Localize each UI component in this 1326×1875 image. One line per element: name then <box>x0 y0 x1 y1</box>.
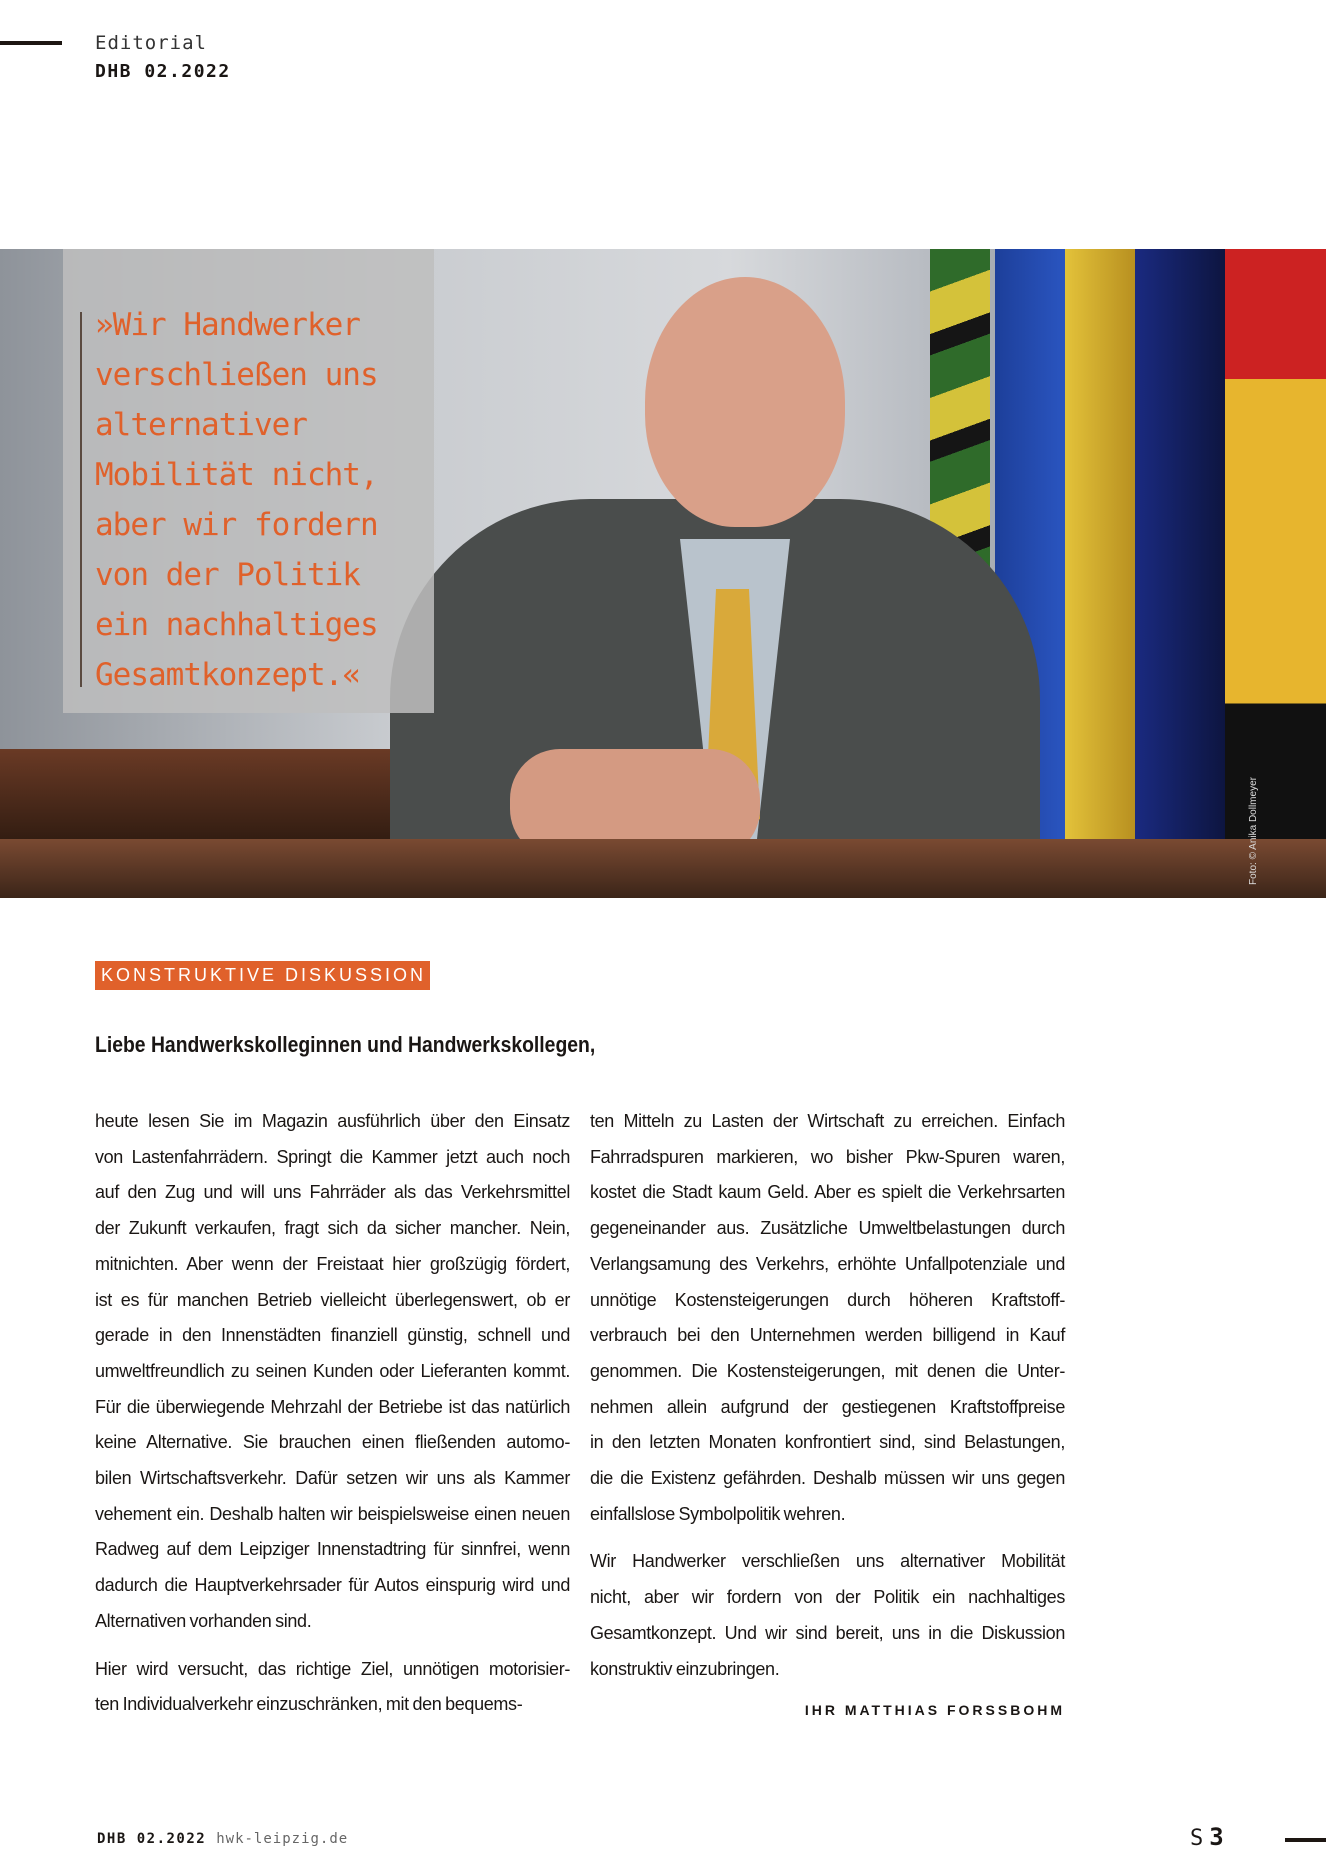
text-line: ist es für manchen Betrieb vielleicht überlegenswert, ob er <box>95 1289 570 1310</box>
salutation: Liebe Handwerkskolleginnen und Handwerkskollegen, <box>95 1032 596 1057</box>
text-line: in den letzten Monaten konfrontiert sind, sind Belastungen, <box>590 1432 1065 1453</box>
text-line: auf den Zug und will uns Fahrräder als das Verkehrsmittel <box>95 1182 570 1203</box>
footer <box>97 1831 348 1847</box>
text-line: Alternativen vorhanden sind. <box>95 1610 312 1631</box>
text-line: Radweg auf dem Leipziger Innenstadtring für sinnfrei, wenn <box>95 1539 570 1560</box>
text-line: gegeneinander aus. Zusätzliche Umweltbelastungen durch <box>590 1218 1065 1239</box>
paragraph <box>95 1652 570 1723</box>
text-line: von Lastenfahrrädern. Springt die Kammer jetzt auch noch <box>95 1146 570 1167</box>
text-column-2 <box>590 1104 1065 1699</box>
text-line: konstruktiv einzubringen. <box>590 1658 780 1679</box>
text-line: Wir Handwerker verschließen uns alternativer Mobilität <box>590 1551 1065 1572</box>
text-line: Verlangsamung des Verkehrs, erhöhte Unfallpotenziale und <box>590 1253 1065 1274</box>
text-line: mitnichten. Aber wenn der Freistaat hier großzügig fördert, <box>95 1253 570 1274</box>
section-label: Editorial <box>95 32 207 54</box>
text-line: ten Individualverkehr einzuschränken, mit den bequems- <box>95 1694 523 1715</box>
paragraph <box>590 1104 1065 1532</box>
top-rule <box>0 41 62 45</box>
photo-credit: Foto: © Anika Dollmeyer <box>1248 777 1259 885</box>
text-line: genommen. Die Kostensteigerungen, mit denen die Unter- <box>590 1360 1065 1381</box>
footer-issue: DHB 02.2022 <box>97 1831 207 1847</box>
footer-website[interactable]: hwk-leipzig.de <box>216 1831 349 1847</box>
pull-quote: »Wir Handwerker verschließen uns alternativer Mobilität nicht, aber wir fordern von der Politik ein nachhaltiges Gesamtkonzept.« <box>95 307 378 693</box>
paragraph <box>590 1544 1065 1687</box>
text-line: nicht, aber wir fordern von der Politik ein nachhaltiges <box>590 1587 1065 1608</box>
text-line: nehmen allein aufgrund der gestiegenen Kraftstoffpreise <box>590 1396 1065 1417</box>
article-tag: KONSTRUKTIVE DISKUSSION <box>95 961 430 990</box>
text-line: vehement ein. Deshalb halten wir beispielsweise einen neuen <box>95 1503 570 1524</box>
text-line: ten Mitteln zu Lasten der Wirtschaft zu erreichen. Einfach <box>590 1111 1065 1131</box>
text-column-1 <box>95 1104 570 1735</box>
text-line: umweltfreundlich zu seinen Kunden oder Lieferanten kommt. <box>95 1360 570 1381</box>
signature: IHR MATTHIAS FORSSBOHM <box>804 1702 1065 1718</box>
quote-bar <box>80 312 82 687</box>
text-line: Für die überwiegende Mehrzahl der Betriebe ist das natürlich <box>95 1396 570 1417</box>
text-line: der Zukunft verkaufen, fragt sich da sicher mancher. Nein, <box>95 1218 570 1239</box>
bottom-rule <box>1285 1838 1326 1842</box>
text-line: keine Alternative. Sie brauchen einen fließenden automo- <box>95 1432 570 1453</box>
page-number: S 3 <box>1190 1823 1224 1851</box>
text-line: einfallslose Symbolpolitik wehren. <box>590 1503 846 1524</box>
text-line: Gesamtkonzept. Und wir sind bereit, uns in die Diskussion <box>590 1622 1065 1643</box>
text-line: Hier wird versucht, das richtige Ziel, unnötigen motorisier- <box>95 1658 570 1679</box>
issue-label: DHB 02.2022 <box>95 61 231 82</box>
text-line: unnötige Kostensteigerungen durch höheren Kraftstoff- <box>590 1289 1065 1310</box>
paragraph <box>95 1104 570 1640</box>
text-line: bilen Wirtschaftsverkehr. Dafür setzen wir uns als Kammer <box>95 1468 570 1489</box>
text-line: kostet die Stadt kaum Geld. Aber es spielt die Verkehrsarten <box>590 1182 1065 1203</box>
text-line: gerade in den Innenstädten finanziell günstig, schnell und <box>95 1325 570 1346</box>
text-line: dadurch die Hauptverkehrsader für Autos einspurig wird und <box>95 1575 570 1596</box>
text-line: die die Existenz gefährden. Deshalb müssen wir uns gegen <box>590 1468 1065 1489</box>
text-line: heute lesen Sie im Magazin ausführlich über den Einsatz <box>95 1111 570 1131</box>
text-line: Fahrradspuren markieren, wo bisher Pkw-Spuren waren, <box>590 1146 1065 1167</box>
text-line: verbrauch bei den Unternehmen werden billigend in Kauf <box>590 1325 1065 1346</box>
